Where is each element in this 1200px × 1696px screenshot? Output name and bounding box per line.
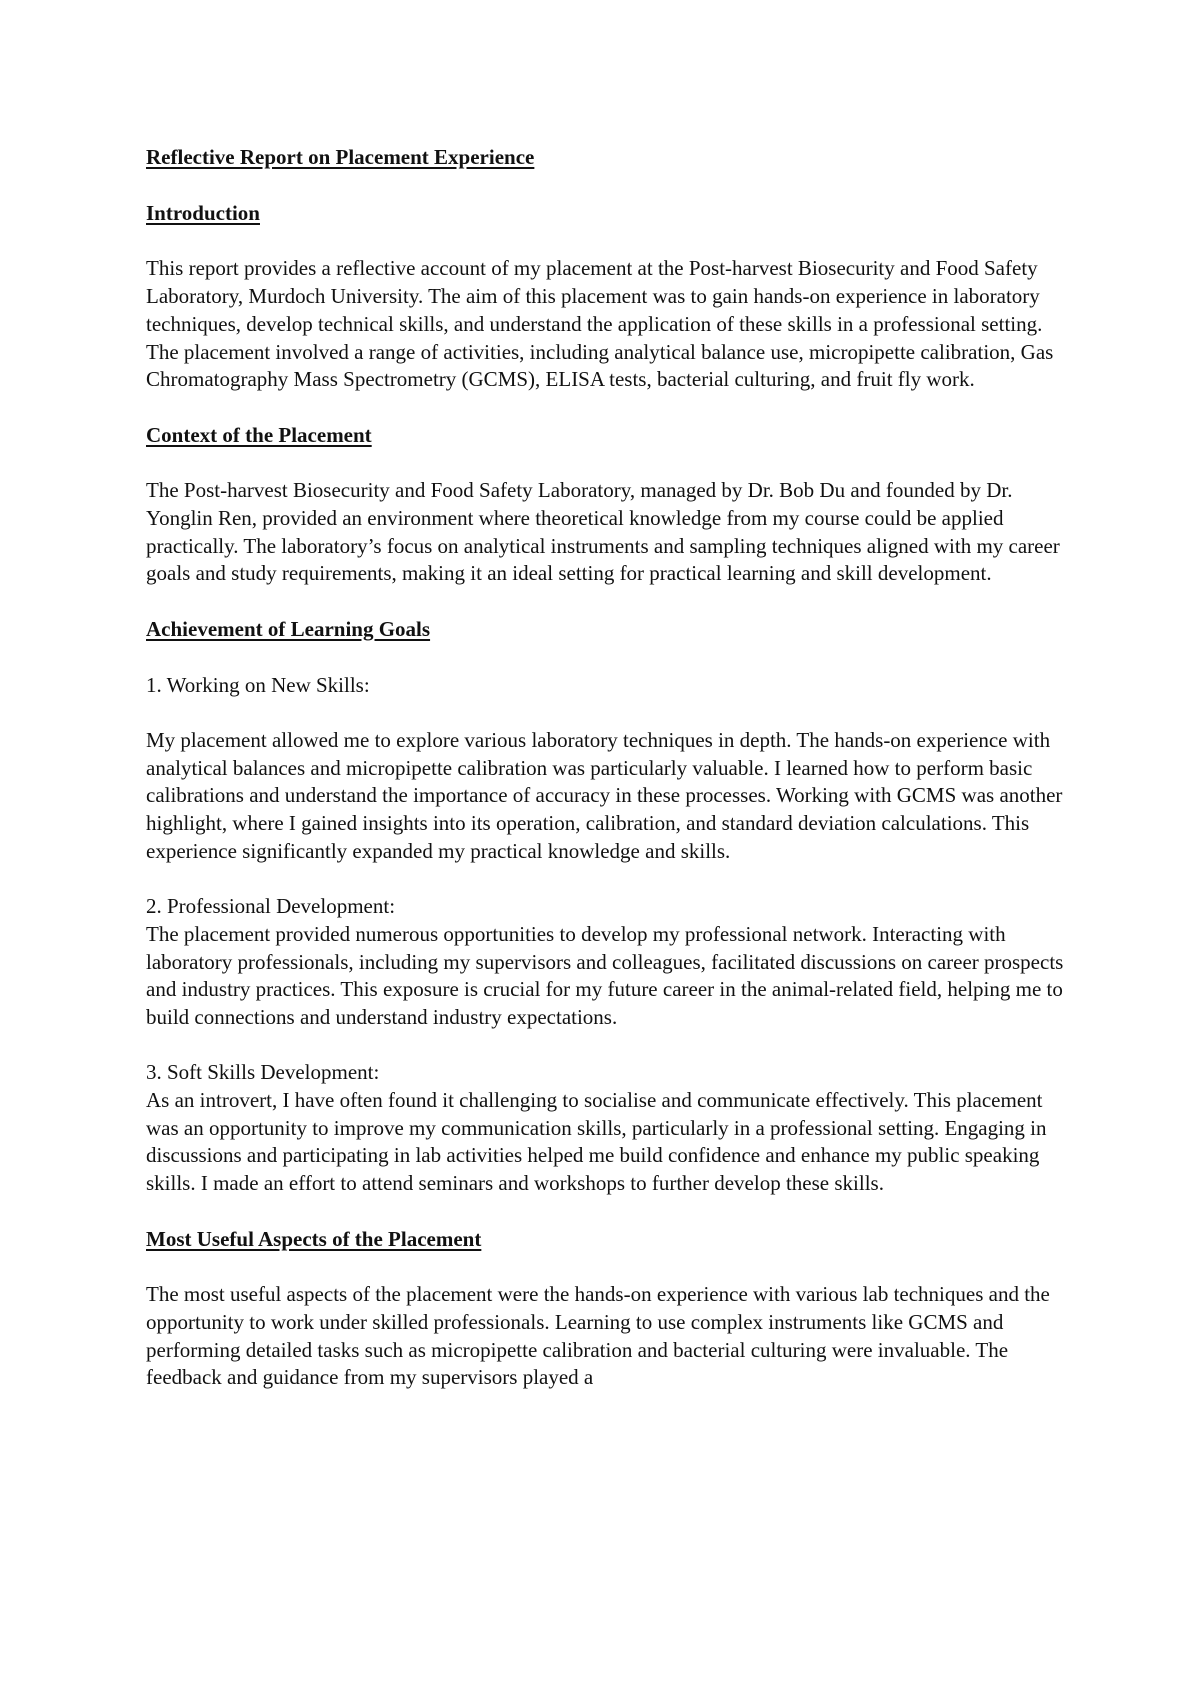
useful-aspects-heading: Most Useful Aspects of the Placement xyxy=(146,1226,482,1251)
goal-1-paragraph: My placement allowed me to explore various laboratory techniques in depth. The hands-on experience with analytical balances and micropipette calibration was particularly valuable. I learned how to perform basic calibrations and understand the importance of accuracy in these processes. Working with GCMS was another highlight, where I gained insights into its operation, calibration, and standard deviation calculations. This experience significantly expanded my practical knowledge and skills. xyxy=(146,727,1063,863)
context-heading: Context of the Placement xyxy=(146,422,372,447)
goal-1-title: 1. Working on New Skills: xyxy=(146,672,370,697)
document-body xyxy=(146,144,1076,1420)
introduction-heading: Introduction xyxy=(146,200,260,225)
goal-3-paragraph: As an introvert, I have often found it challenging to socialise and communicate effectively. This placement was an opportunity to improve my communication skills, particularly in a professional setting. Engaging in discussions and participating in lab activities helped me build confidence and enhance my public speaking skills. I made an effort to attend seminars and workshops to further develop these skills. xyxy=(146,1088,1047,1196)
goal-2-title: 2. Professional Development: xyxy=(146,894,396,919)
document-title: Reflective Report on Placement Experience xyxy=(146,145,535,169)
useful-aspects-paragraph: The most useful aspects of the placement were the hands-on experience with various lab techniques and the opportunity to work under skilled professionals. Learning to use complex instruments like GCMS and performing detailed tasks such as micropipette calibration and bacterial culturing were invaluable. The feedback and guidance from my supervisors played a xyxy=(146,1282,1050,1390)
introduction-paragraph: This report provides a reflective account of my placement at the Post-harvest Biosecurity and Food Safety Laboratory, Murdoch University. The aim of this placement was to gain hands-on experience in laboratory techniques, develop technical skills, and understand the application of these skills in a professional setting. The placement involved a range of activities, including analytical balance use, micropipette calibration, Gas Chromatography Mass Spectrometry (GCMS), ELISA tests, bacterial culturing, and fruit fly work. xyxy=(146,256,1054,392)
achievement-heading: Achievement of Learning Goals xyxy=(146,616,431,641)
goal-2-paragraph: The placement provided numerous opportunities to develop my professional network. Interacting with laboratory professionals, including my supervisors and colleagues, facilitated discussions on career prospects and industry practices. This exposure is crucial for my future career in the animal-related field, helping me to build connections and understand industry expectations. xyxy=(146,921,1064,1029)
goal-3-title: 3. Soft Skills Development: xyxy=(146,1060,380,1085)
context-paragraph: The Post-harvest Biosecurity and Food Safety Laboratory, managed by Dr. Bob Du and founded by Dr. Yonglin Ren, provided an environment where theoretical knowledge from my course could be applied practically. The laboratory’s focus on analytical instruments and sampling techniques aligned with my career goals and study requirements, making it an ideal setting for practical learning and skill development. xyxy=(146,478,1060,586)
